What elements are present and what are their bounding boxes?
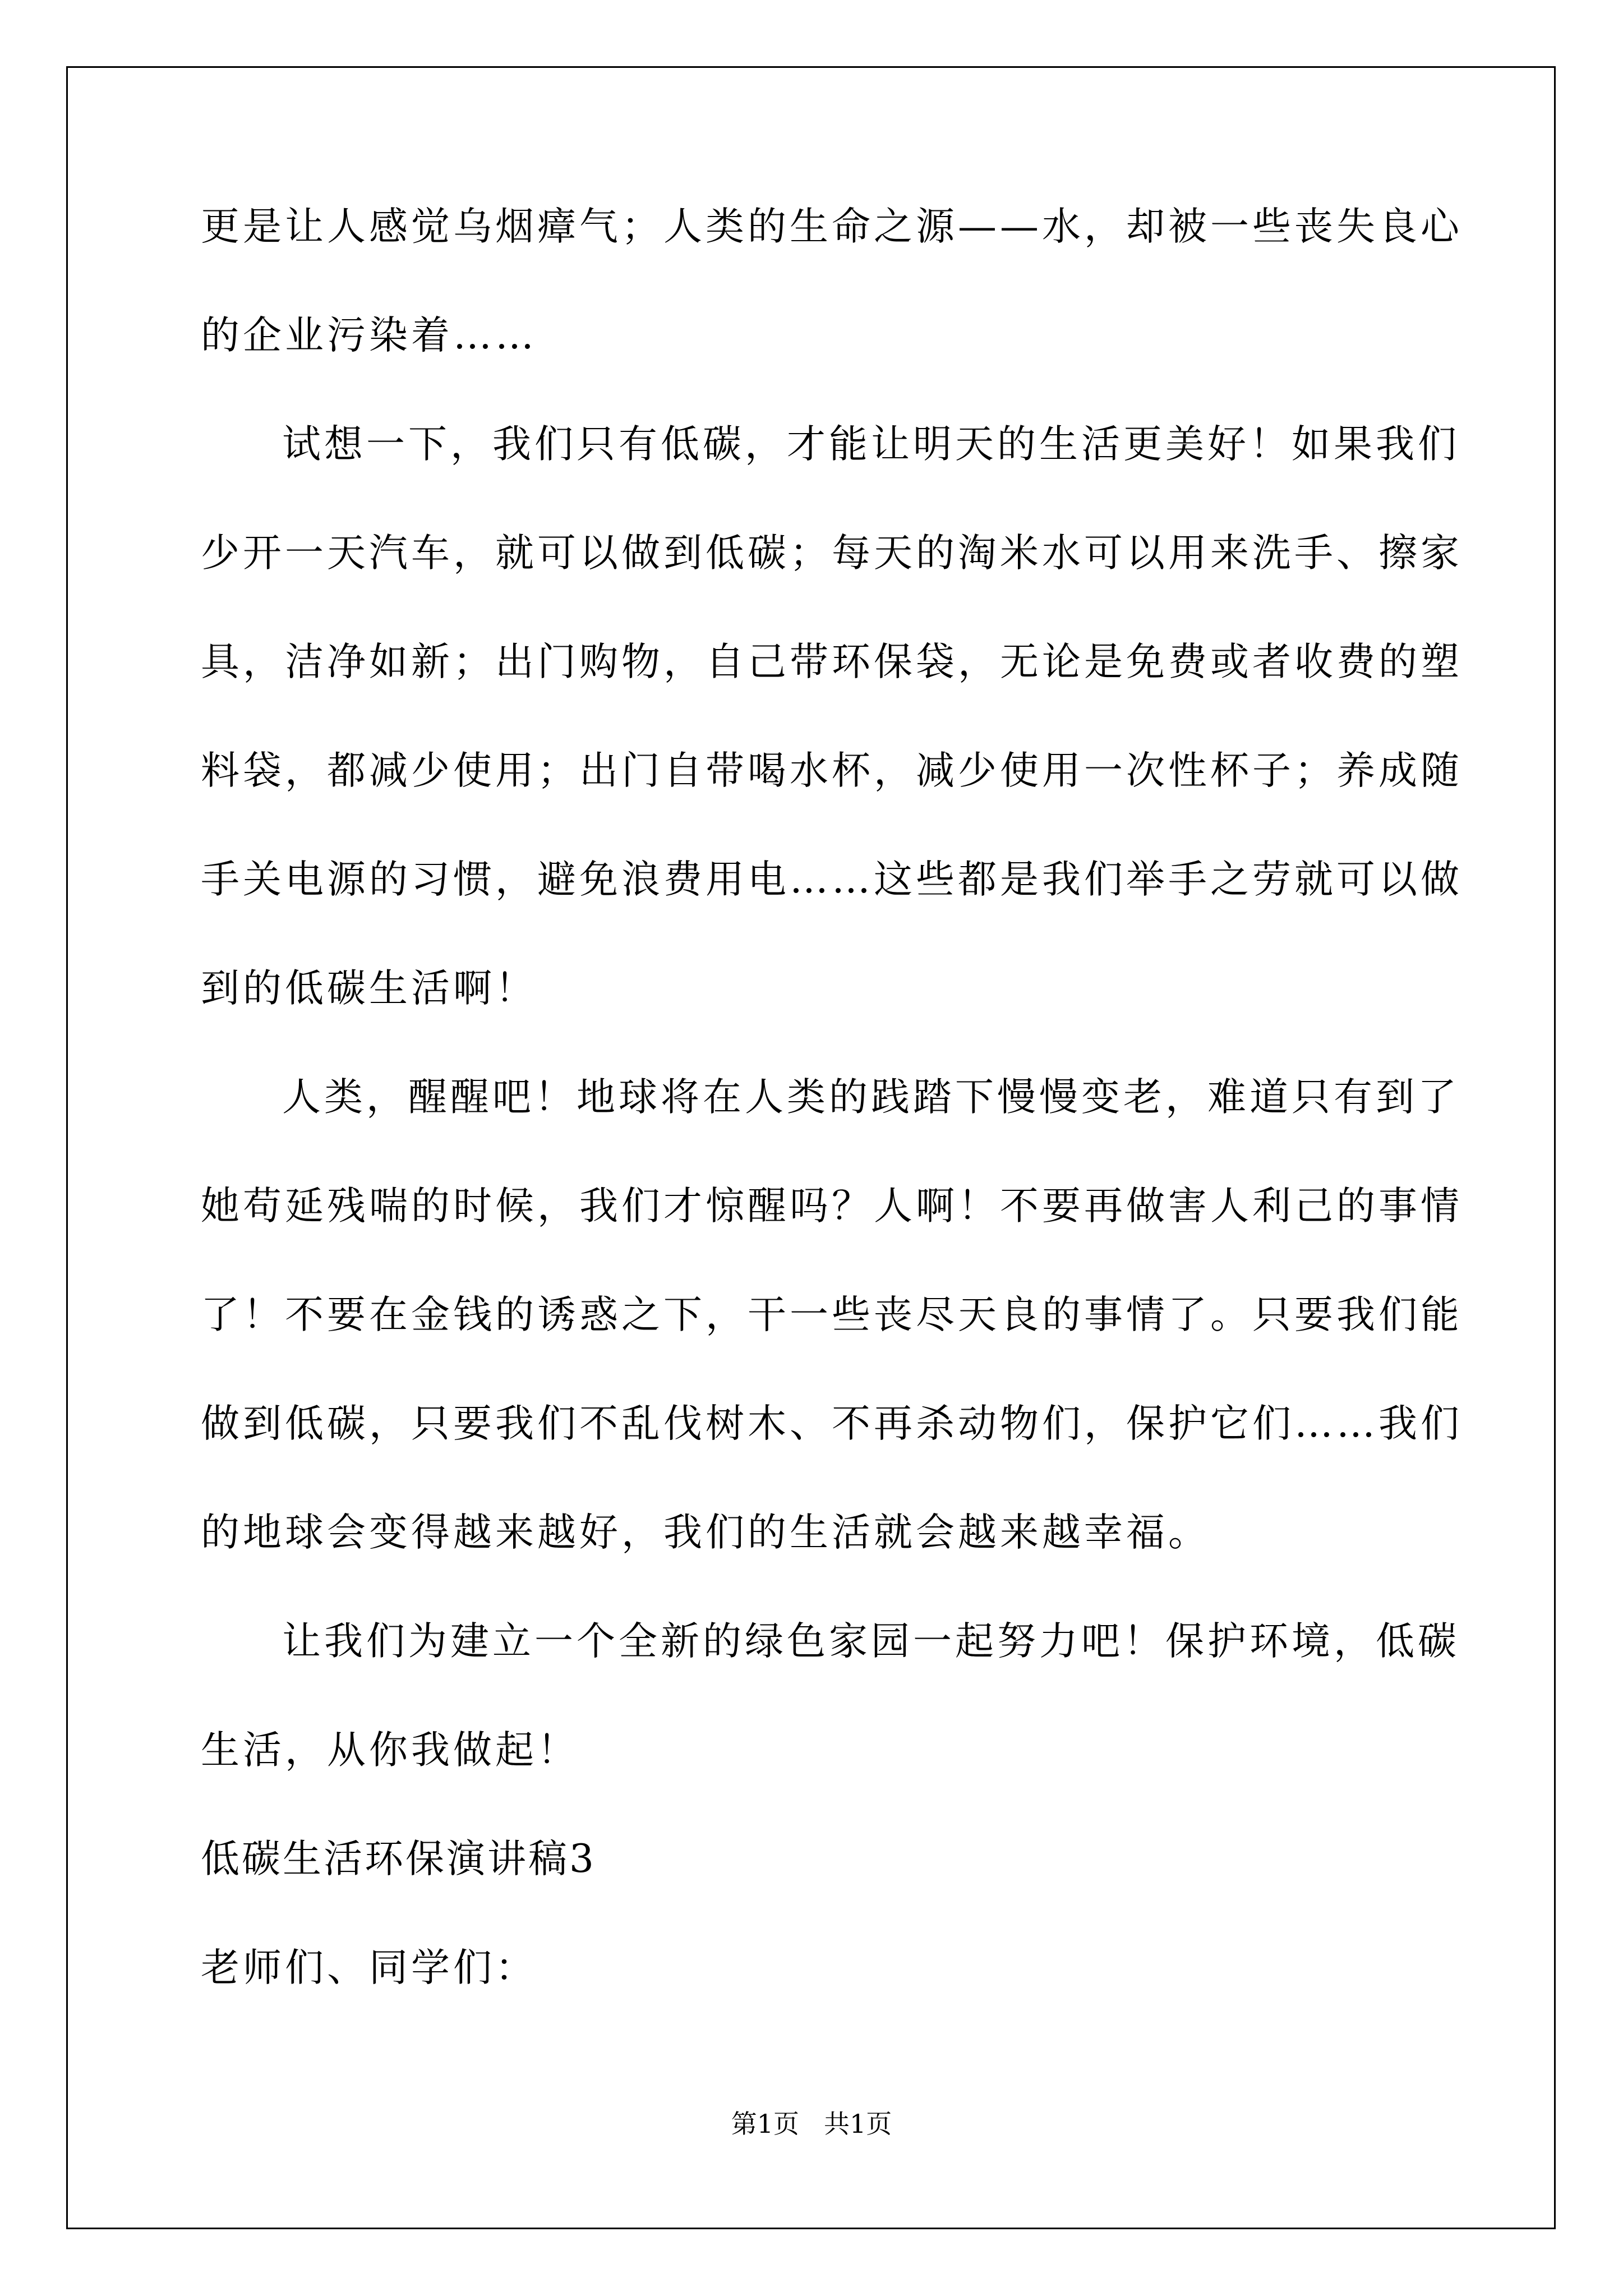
- paragraph-line: 生活，从你我做起！: [201, 1728, 579, 1773]
- paragraph-line: 试想一下，我们只有低碳，才能让明天的生活更美好！如果我们: [282, 422, 1460, 467]
- section-heading: 低碳生活环保演讲稿3: [201, 1837, 596, 1881]
- paragraph-line: 更是让人感觉乌烟瘴气；人类的生命之源——水，却被一些丧失良心: [201, 204, 1463, 249]
- paragraph-line: 做到低碳，只要我们不乱伐树木、不再杀动物们，保护它们……我们: [201, 1401, 1463, 1446]
- page-count: 共1页: [824, 2109, 892, 2139]
- paragraph-line: 少开一天汽车，就可以做到低碳；每天的淘米水可以用来洗手、擦家: [201, 531, 1463, 576]
- paragraph-line: 具，洁净如新；出门购物，自己带环保袋，无论是免费或者收费的塑: [201, 639, 1463, 684]
- paragraph-line: 的企业污染着……: [201, 313, 537, 358]
- paragraph-line: 料袋，都减少使用；出门自带喝水杯，减少使用一次性杯子；养成随: [201, 748, 1463, 793]
- paragraph-line: 到的低碳生活啊！: [201, 966, 537, 1011]
- page-footer: [0, 2108, 1623, 2139]
- paragraph-line: 她苟延残喘的时候，我们才惊醒吗？人啊！不要再做害人利己的事情: [201, 1184, 1463, 1228]
- salutation-line: 老师们、同学们：: [201, 1945, 537, 1990]
- paragraph-line: 的地球会变得越来越好，我们的生活就会越来越幸福。: [201, 1510, 1210, 1555]
- document-body: [201, 204, 1463, 2055]
- paragraph-line: 人类，醒醒吧！地球将在人类的践踏下慢慢变老，难道只有到了: [282, 1075, 1460, 1120]
- paragraph-line: 了！不要在金钱的诱惑之下，干一些丧尽天良的事情了。只要我们能: [201, 1292, 1463, 1337]
- paragraph-line: 让我们为建立一个全新的绿色家园一起努力吧！保护环境，低碳: [282, 1619, 1460, 1664]
- page-number: 第1页: [731, 2109, 799, 2139]
- paragraph-line: 手关电源的习惯，避免浪费用电……这些都是我们举手之劳就可以做: [201, 857, 1463, 902]
